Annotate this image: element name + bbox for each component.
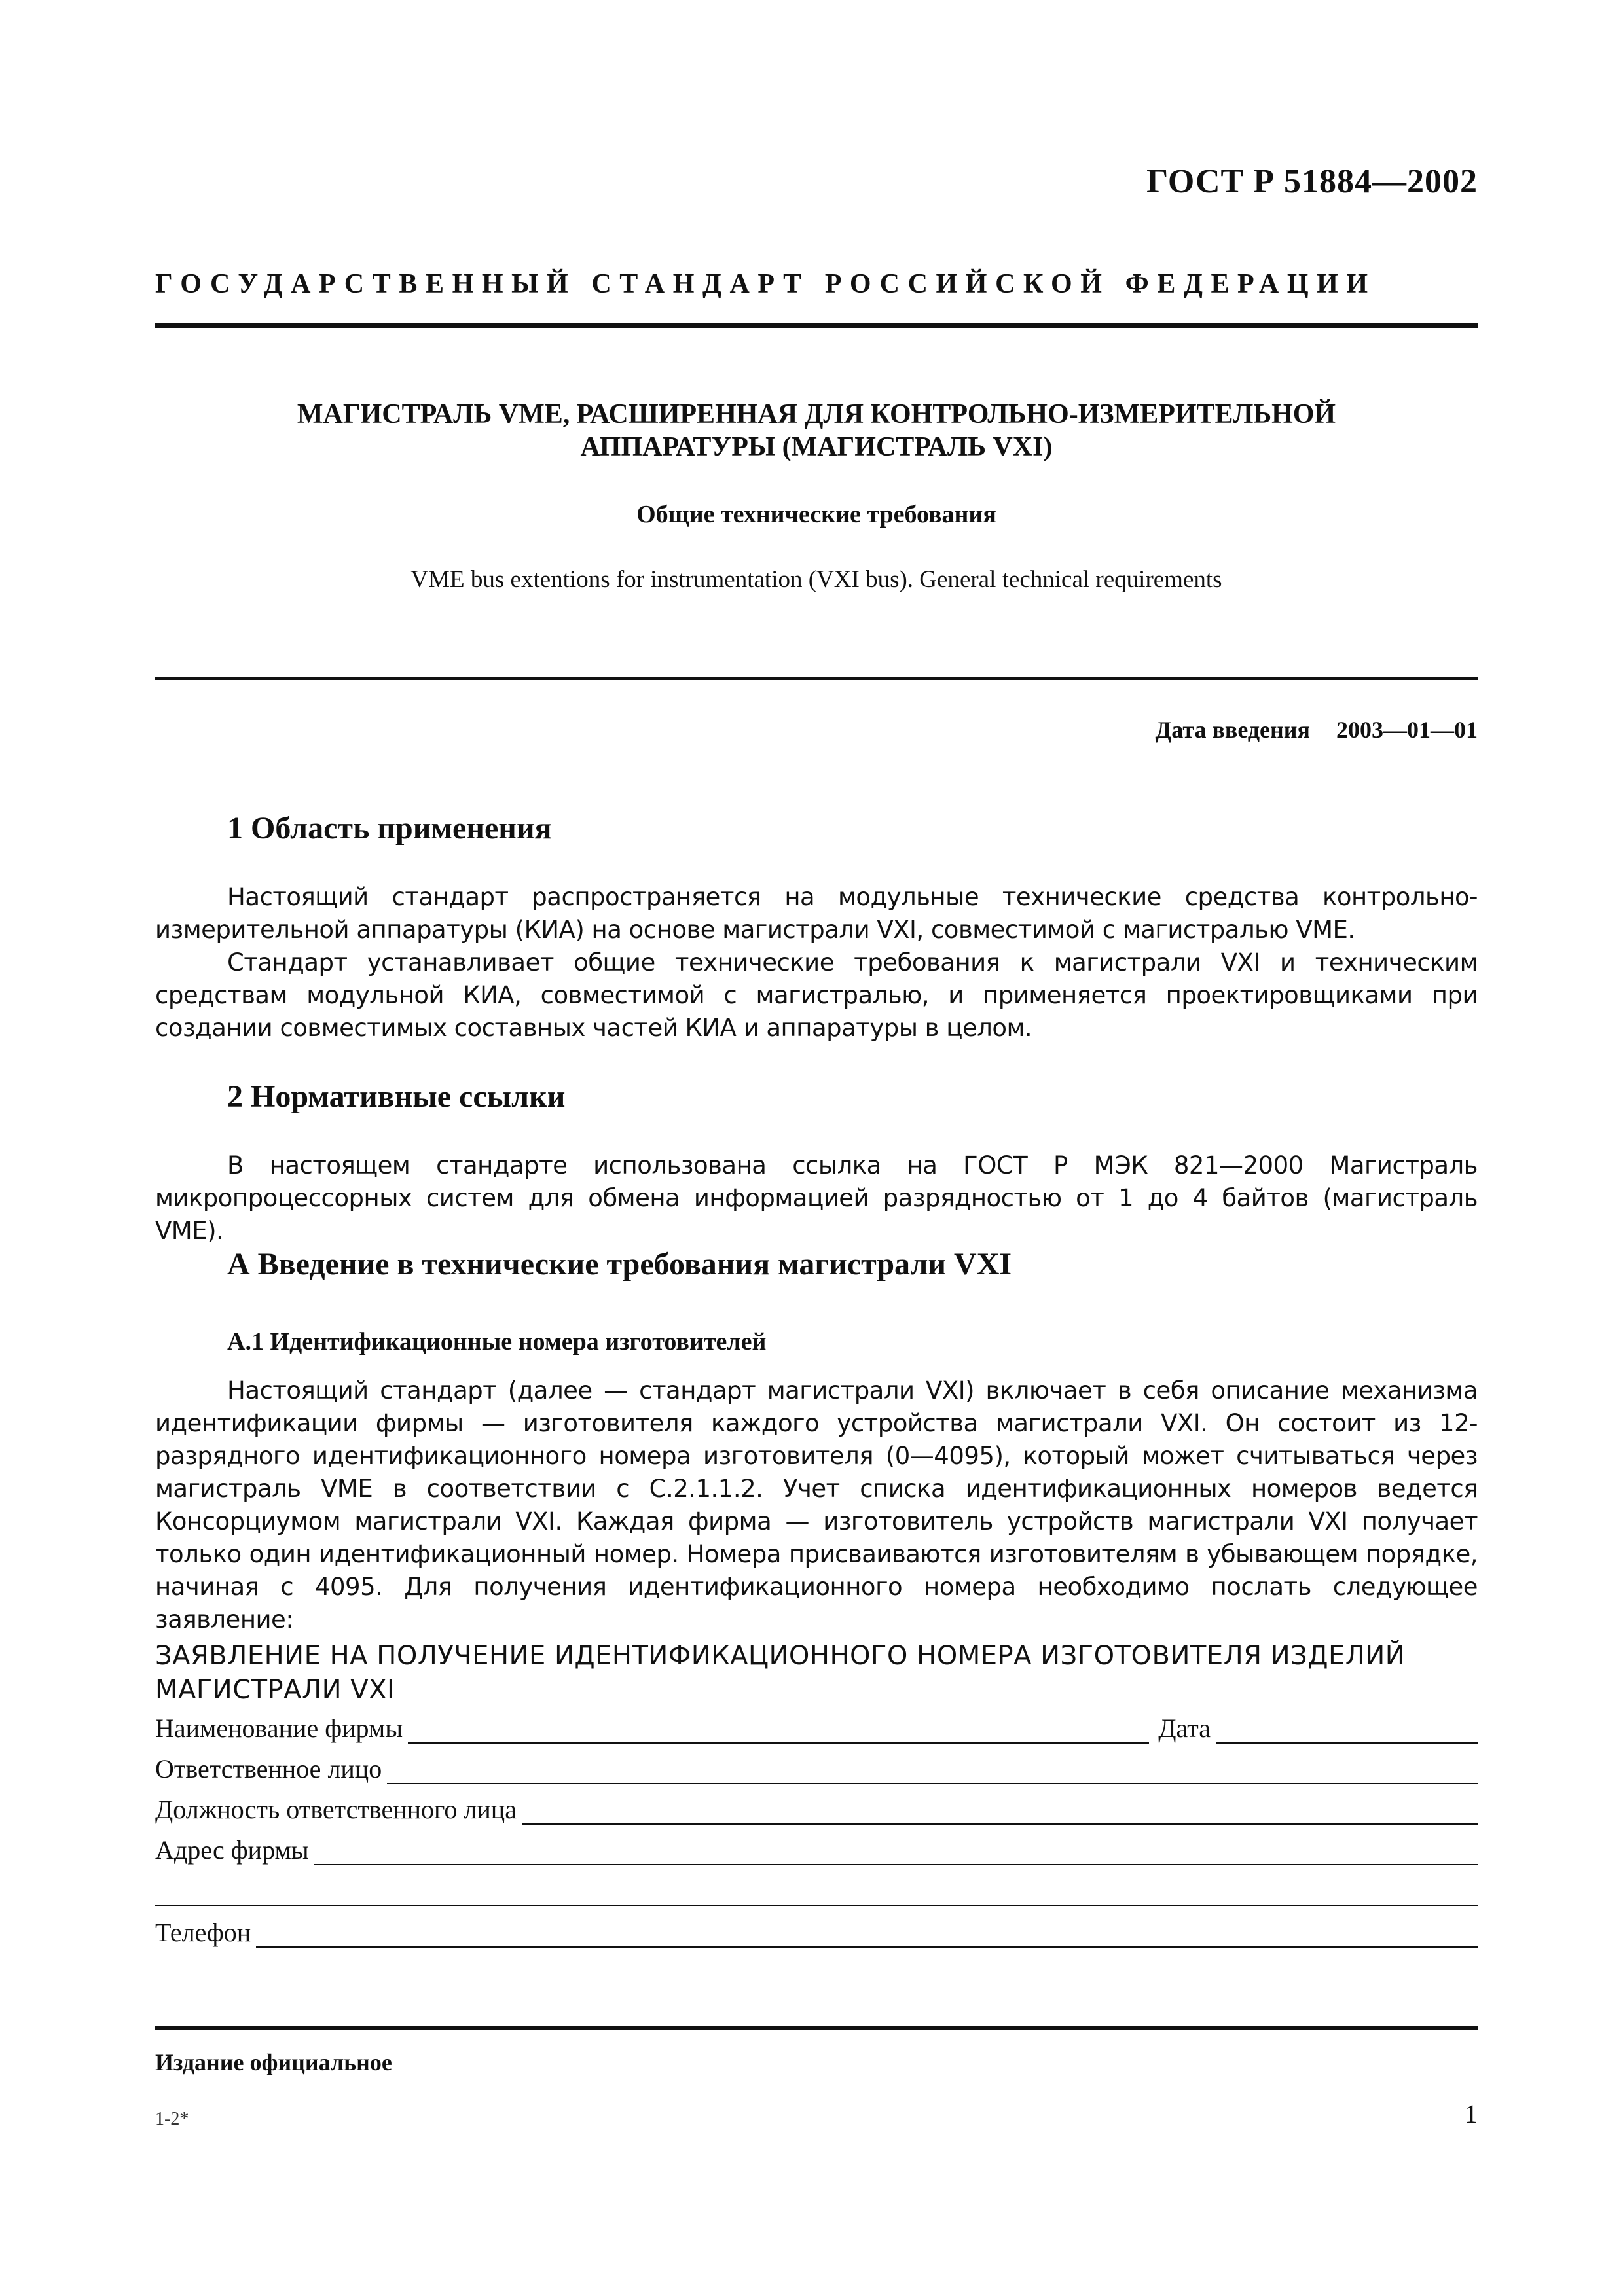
print-mark: 1-2* bbox=[155, 2109, 189, 2129]
address-continuation-field[interactable] bbox=[155, 1905, 1478, 1906]
section-2-heading: 2 Нормативные ссылки bbox=[227, 1079, 566, 1114]
phone-label: Телефон bbox=[155, 1918, 251, 1947]
responsible-person-row bbox=[155, 1751, 1478, 1784]
company-name-row bbox=[155, 1711, 1478, 1744]
standard-banner: ГОСУДАРСТВЕННЫЙ СТАНДАРТ РОССИЙСКОЙ ФЕДЕРАЦИИ bbox=[155, 269, 1376, 299]
document-subtitle: Общие технические требования bbox=[636, 501, 996, 528]
annex-a1-paragraph-1: Настоящий стандарт (далее — стандарт магистрали VXI) включает в себя описание механизма идентификации фирмы — изготовителя каждого устройства магистрали VXI. Он состоит из 12-разрядного идентификационного номера изготовителя (0—4095), который может считываться через магистраль VME в соответствии с С.2.1.1.2. Учет списка идентификационных номеров ведется Консорциумом магистрали VXI. Каждая фирма — изготовитель устройств магистрали VXI получает только один идентификационный номер. Номера присваиваются изготовителям в убывающем порядке, начиная с 4095. Для получения идентификационного номера необходимо послать следующее заявление: bbox=[155, 1376, 1478, 1634]
phone-field[interactable] bbox=[256, 1920, 1478, 1948]
annex-a-heading: А Введение в технические требования магистрали VXI bbox=[227, 1247, 1012, 1282]
title-rule bbox=[155, 677, 1478, 680]
english-title: VME bus extentions for instrumentation (VXI bus). General technical requirements bbox=[410, 566, 1222, 593]
section-1-paragraph-2: Стандарт устанавливает общие технические требования к магистрали VXI и техническим средствам модульной КИА, совместимой с магистралью, и применяется проектировщиками при создании совместимых составных частей КИА и аппаратуры в целом. bbox=[155, 948, 1478, 1042]
position-field[interactable] bbox=[522, 1797, 1478, 1825]
document-page bbox=[155, 0, 1478, 2296]
company-name-label: Наименование фирмы bbox=[155, 1713, 403, 1743]
responsible-person-field[interactable] bbox=[387, 1757, 1478, 1784]
banner-rule bbox=[155, 323, 1478, 328]
phone-row bbox=[155, 1915, 1478, 1948]
introduction-date-label: Дата введения bbox=[1155, 717, 1310, 743]
address-label: Адрес фирмы bbox=[155, 1835, 309, 1865]
responsible-person-label: Ответственное лицо bbox=[155, 1754, 382, 1784]
section-2-body bbox=[155, 1149, 1478, 1247]
title-line-1: МАГИСТРАЛЬ VME, РАСШИРЕННАЯ ДЛЯ КОНТРОЛЬНО-ИЗМЕРИТЕЛЬНОЙ bbox=[297, 399, 1336, 429]
date-label: Дата bbox=[1158, 1713, 1211, 1743]
footer-rule bbox=[155, 2026, 1478, 2030]
document-title bbox=[155, 398, 1478, 463]
annex-a1-body bbox=[155, 1374, 1478, 1636]
company-name-field[interactable] bbox=[408, 1716, 1149, 1744]
introduction-date-value: 2003—01—01 bbox=[1336, 717, 1478, 743]
section-2-paragraph-1: В настоящем стандарте использована ссылка на ГОСТ Р МЭК 821—2000 Магистраль микропроцессорных систем для обмена информацией разрядностью от 1 до 4 байтов (магистраль VME). bbox=[155, 1151, 1478, 1245]
edition-label: Издание официальное bbox=[155, 2049, 392, 2075]
page-number: 1 bbox=[1465, 2099, 1478, 2128]
introduction-date bbox=[1156, 716, 1478, 744]
section-1-heading: 1 Область применения bbox=[227, 811, 552, 846]
position-label: Должность ответственного лица bbox=[155, 1795, 517, 1824]
annex-a1-heading: А.1 Идентификационные номера изготовителей bbox=[227, 1328, 767, 1355]
document-number: ГОСТ Р 51884—2002 bbox=[1146, 163, 1478, 200]
address-field[interactable] bbox=[314, 1838, 1478, 1865]
section-1-body bbox=[155, 881, 1478, 1045]
application-form-title: ЗАЯВЛЕНИЕ НА ПОЛУЧЕНИЕ ИДЕНТИФИКАЦИОННОГО НОМЕРА ИЗГОТОВИТЕЛЯ ИЗДЕЛИЙ МАГИСТРАЛИ VXI bbox=[155, 1641, 1406, 1705]
title-line-2: АППАРАТУРЫ (МАГИСТРАЛЬ VXI) bbox=[580, 432, 1053, 462]
address-row bbox=[155, 1833, 1478, 1865]
date-field[interactable] bbox=[1216, 1716, 1478, 1744]
section-1-paragraph-1: Настоящий стандарт распространяется на модульные технические средства контрольно-измерительной аппаратуры (КИА) на основе магистрали VXI, совместимой с магистралью VME. bbox=[155, 883, 1478, 944]
position-row bbox=[155, 1792, 1478, 1825]
